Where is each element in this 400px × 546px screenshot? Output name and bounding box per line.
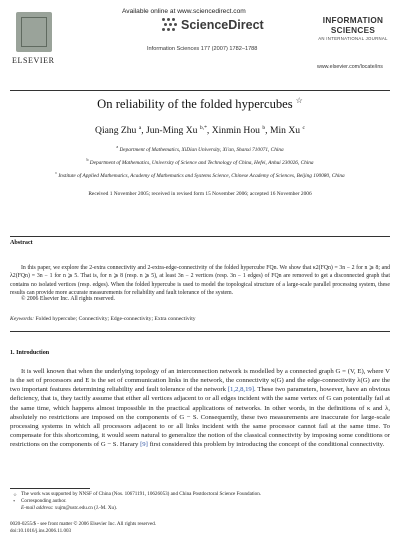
- footnotes: [10, 491, 390, 513]
- elsevier-tree-icon: [16, 12, 52, 52]
- intro-text: first considered this problem by introducing the concept of the conditional connectivity.: [147, 441, 385, 449]
- affiliation-item: [0, 168, 400, 181]
- journal-logo-line3: AN INTERNATIONAL JOURNAL: [318, 36, 388, 41]
- affiliation-mark: c: [55, 169, 58, 175]
- affiliation-item: [0, 155, 400, 168]
- section-heading-introduction: 1. Introduction: [10, 350, 50, 356]
- abstract-text: In this paper, we explore the 2-extra connectivity and 2-extra-edge-connectivity of the folded hypercube FQn. We show that κ2(FQn) = 3n − 2 for n ⩾ 8; and λ2(FQn) = 3n − 1 for n ⩾ 5. That is, for n ⩾ 8 (resp. n ⩾ 5), at least 3n − 2 vertices (resp. 3n − 1 edges) of FQn are removed to get a disconnected graph that contains no isolated vertices (resp. edges). When the folded hypercube is used to model the topological structure of a large-scale parallel processing system, these results can provide more accurate measurements for reliability and fault tolerance of the system.: [10, 265, 390, 297]
- author-name[interactable]: Xinmin Hou: [211, 125, 260, 137]
- footnote-mark: *: [13, 499, 16, 505]
- platform-name: ScienceDirect: [181, 18, 264, 32]
- elsevier-logo: [14, 12, 54, 66]
- journal-url-link[interactable]: www.elsevier.com/locate/ins: [317, 64, 383, 70]
- sciencedirect-dots-icon: [162, 18, 178, 32]
- keywords: [10, 316, 196, 322]
- journal-logo-line1: INFORMATION: [322, 16, 384, 25]
- keywords-label: Keywords:: [10, 316, 35, 322]
- footnote-mark: ☆: [13, 492, 17, 497]
- author-marks: a: [138, 125, 142, 131]
- sciencedirect-logo[interactable]: [162, 18, 264, 32]
- article-title: [0, 96, 400, 112]
- author-name[interactable]: Jun-Ming Xu: [146, 125, 198, 137]
- footnote-text: The work was supported by NNSF of China (Nos. 10671191, 10626053) and China Postdoctoral Science Foundation.: [21, 491, 262, 497]
- abstract-top-divider: [10, 236, 390, 237]
- footnote-item: [10, 491, 390, 498]
- citation-link[interactable]: [1,2,8,19]: [227, 386, 255, 394]
- intro-text: . These two parameters, however, have an obvious deficiency, that is, they tacitly assume that either all vertices adjacent to or all edges incident with the same vertex of G can potentially fail at the same time, which happens almost impossible in the practical applications of networks. In other words, in the definitions of κ and λ, absolutely no restrictions are imposed on the components of G − S. Consequently, these two measurements are inaccurate for large-scale processing systems in which all processors adjacent to or all links incident with the same processor cannot fail at the same time. To compensate for this shortcoming, it would seem natural to generalize the notion of the classical connectivity by imposing some conditions or restrictions on the components of G − S. Harary: [10, 386, 390, 449]
- keywords-list: Folded hypercube; Connectivity; Edge-connectivity; Extra connectivity: [35, 316, 196, 322]
- introduction-paragraph: [10, 367, 390, 449]
- article-title-text: On reliability of the folded hypercubes: [97, 97, 293, 111]
- abstract-bottom-divider: [10, 331, 390, 332]
- footnote-divider: [10, 488, 90, 489]
- abstract-copyright: © 2006 Elsevier Inc. All rights reserved.: [21, 296, 115, 302]
- doi-link[interactable]: doi:10.1016/j.ins.2006.11.003: [10, 528, 72, 535]
- author-name[interactable]: Qiang Zhu: [95, 125, 137, 137]
- received-dates: Received 1 November 2005; received in revised form 15 November 2006; accepted 16 November 2006: [88, 191, 312, 197]
- affiliation-text: Institute of Applied Mathematics, Academy of Mathematics and Systems Science, Chinese Academy of Sciences, Beijing 100080, China: [58, 172, 345, 179]
- footnote-item: [10, 505, 390, 512]
- publisher-name: ELSEVIER: [12, 56, 55, 65]
- issn-line: 0020-0255/$ - see front matter © 2006 Elsevier Inc. All rights reserved.: [10, 521, 157, 527]
- journal-logo: [316, 16, 390, 41]
- header-divider: [10, 90, 390, 91]
- title-footnote-marker[interactable]: ☆: [295, 96, 303, 105]
- abstract-heading: Abstract: [10, 240, 33, 246]
- journal-header: [10, 6, 390, 86]
- author-marks: b,*: [199, 125, 207, 131]
- journal-logo-line2: SCIENCES: [330, 26, 376, 35]
- email-address-link[interactable]: xujm@ustc.edu.cn (J.-M. Xu).: [54, 505, 118, 512]
- affiliation-text: Department of Mathematics, University of Science and Technology of China, Hefei, Anhui 230026, China: [89, 159, 314, 166]
- availability-text: Available online at www.sciencedirect.com: [122, 8, 246, 15]
- author-marks: b: [262, 125, 266, 131]
- footnote-text: Corresponding author.: [21, 498, 67, 505]
- affiliations: [0, 142, 400, 181]
- affiliation-mark: b: [86, 156, 89, 162]
- doi-block: [10, 521, 156, 535]
- email-label: E-mail address:: [21, 505, 54, 512]
- affiliation-mark: a: [116, 144, 119, 149]
- intro-text: It is well known that when the underlying topology of an interconnection network is modelled by a connected graph G = (V, E), where V is the set of processors and E is the set of communication links in the network, the connectivity κ(G) and the edge-connectivity λ(G) are the two important features determining reliability and fault tolerance of the network: [10, 368, 390, 394]
- author-list: Qiang Zhu $^a$, Jun-Ming Xu $^{b,*}$, Xinmin Hou $^b$, Min Xu $^c$: [95, 125, 305, 137]
- citation-link[interactable]: [9]: [140, 441, 148, 449]
- author-name[interactable]: Min Xu: [269, 125, 301, 137]
- journal-citation: Information Sciences 177 (2007) 1782–1788: [147, 46, 258, 52]
- affiliation-item: [0, 142, 400, 155]
- affiliation-text: Department of Mathematics, XiDian University, Xi'an, Shanxi 710071, China: [119, 146, 284, 153]
- author-marks: c: [302, 125, 305, 131]
